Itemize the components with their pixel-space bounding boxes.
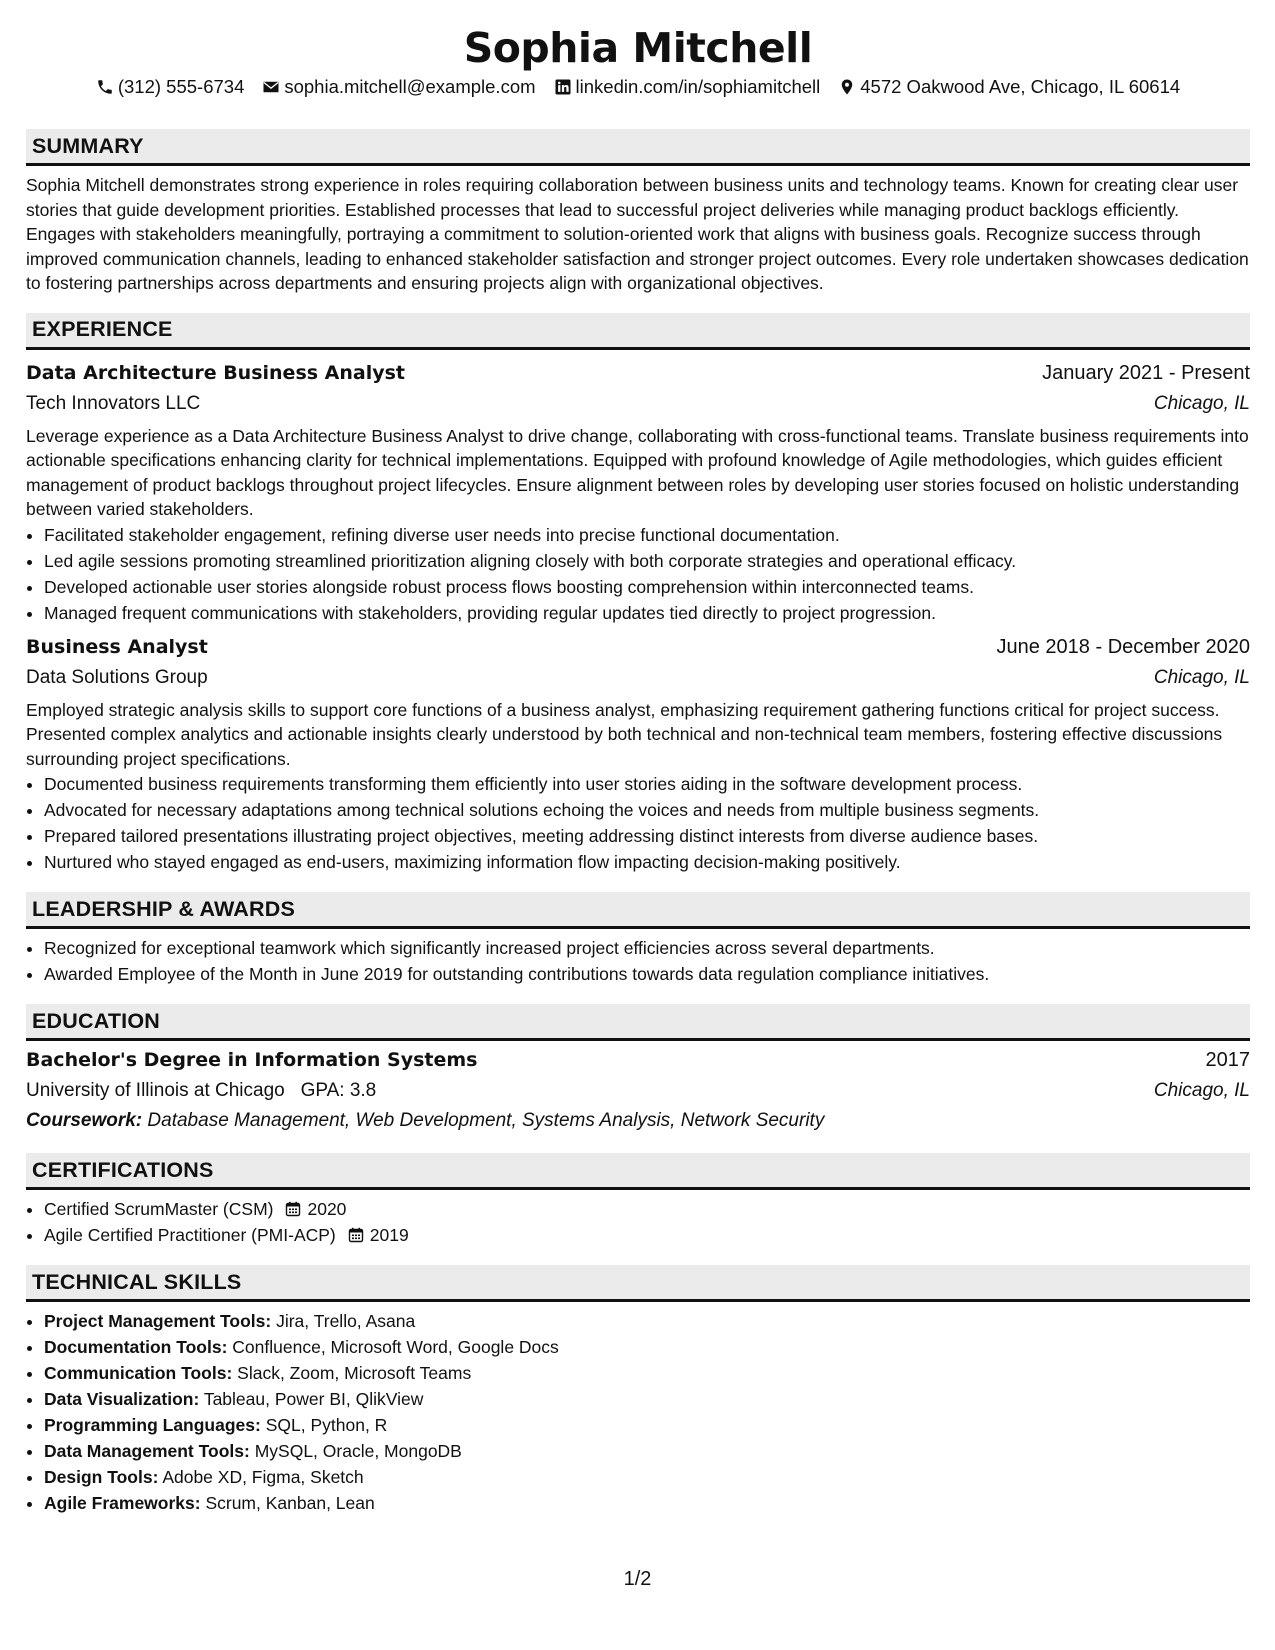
education-coursework bbox=[26, 1106, 1250, 1136]
leadership-item: • Recognized for exceptional teamwork which significantly increased project efficiencies across several departments. bbox=[44, 935, 1250, 961]
skill-item bbox=[44, 1464, 1250, 1490]
job-company-row bbox=[26, 389, 1250, 419]
email-text[interactable]: sophia.mitchell@example.com bbox=[284, 76, 536, 97]
skills-heading: TECHNICAL SKILLS bbox=[26, 1265, 1250, 1302]
education-degree: Bachelor's Degree in Information Systems bbox=[26, 1049, 478, 1071]
leadership-list bbox=[26, 935, 1250, 987]
certification-year: 2020 bbox=[307, 1199, 347, 1219]
certifications-list bbox=[26, 1196, 1250, 1248]
job-description: Employed strategic analysis skills to support core functions of a business analyst, emphasizing requirement gathering functions critical for project success. Presented complex analytics and actionable insights clearly understood by both technical and non-technical team members, fostering effective discussions surrounding project specifications. bbox=[26, 699, 1223, 769]
experience-section bbox=[26, 313, 1250, 876]
job-bullets bbox=[26, 522, 1250, 626]
skill-item bbox=[44, 1386, 1250, 1412]
education-year: 2017 bbox=[1205, 1049, 1250, 1071]
calendar-icon bbox=[285, 1201, 301, 1217]
skill-item bbox=[44, 1308, 1250, 1334]
job-bullet: • Nurtured who stayed engaged as end-users, maximizing information flow impacting decision-making positively. bbox=[44, 849, 1250, 875]
job-bullets bbox=[26, 771, 1250, 875]
education-location: Chicago, IL bbox=[1153, 1080, 1250, 1101]
map-marker-icon bbox=[838, 78, 856, 96]
skill-value: Jira, Trello, Asana bbox=[276, 1311, 416, 1331]
job-entry bbox=[26, 358, 1250, 626]
skill-label: Programming Languages: bbox=[44, 1415, 261, 1435]
skill-value: Adobe XD, Figma, Sketch bbox=[162, 1467, 364, 1487]
job-title: Business Analyst bbox=[26, 635, 208, 658]
skill-item bbox=[44, 1412, 1250, 1438]
resume-content bbox=[26, 0, 1250, 1516]
coursework-label: Coursework: bbox=[26, 1110, 143, 1131]
job-bullet: • Documented business requirements transforming them efficiently into user stories aiding in the software development process. bbox=[44, 771, 1250, 797]
address-text: 4572 Oakwood Ave, Chicago, IL 60614 bbox=[860, 76, 1181, 97]
skill-label: Documentation Tools: bbox=[44, 1337, 228, 1357]
skill-value: MySQL, Oracle, MongoDB bbox=[254, 1441, 462, 1461]
education-gpa: GPA: 3.8 bbox=[300, 1080, 377, 1101]
skills-section bbox=[26, 1265, 1250, 1516]
contact-linkedin[interactable] bbox=[554, 75, 821, 99]
job-dates: June 2018 - December 2020 bbox=[996, 635, 1250, 658]
job-header-row bbox=[26, 632, 1250, 662]
contact-email[interactable] bbox=[262, 75, 535, 99]
skill-value: Scrum, Kanban, Lean bbox=[205, 1493, 375, 1513]
leadership-item: • Awarded Employee of the Month in June 2019 for outstanding contributions towards data regulation compliance initiatives. bbox=[44, 961, 1250, 987]
job-bullet: • Led agile sessions promoting streamlined prioritization aligning closely with both corporate strategies and operational efficacy. bbox=[44, 548, 1250, 574]
job-description: Leverage experience as a Data Architecture Business Analyst to drive change, collaborating with cross-functional teams. Translate business requirements into actionable specifications enhancing clarity for technical implementations. Equipped with profound knowledge of Agile methodologies, which guides efficient management of product backlogs throughout project lifecycles. Ensure alignment between roles by developing user stories focused on holistic understanding between varied stakeholders. bbox=[26, 425, 1249, 519]
phone-text: (312) 555-6734 bbox=[117, 76, 245, 97]
job-dates: January 2021 - Present bbox=[1042, 361, 1250, 384]
job-entry bbox=[26, 632, 1250, 876]
skill-value: Slack, Zoom, Microsoft Teams bbox=[237, 1363, 472, 1383]
certification-content bbox=[44, 1196, 346, 1222]
skill-label: Communication Tools: bbox=[44, 1363, 233, 1383]
job-location: Chicago, IL bbox=[1153, 392, 1250, 414]
certifications-section bbox=[26, 1153, 1250, 1248]
job-location: Chicago, IL bbox=[1153, 666, 1250, 688]
education-school-row bbox=[26, 1076, 1250, 1106]
page-number: 1/2 bbox=[623, 1568, 652, 1590]
skill-label: Agile Frameworks: bbox=[44, 1493, 201, 1513]
calendar-icon bbox=[348, 1227, 364, 1243]
skill-label: Design Tools: bbox=[44, 1467, 159, 1487]
certification-item bbox=[44, 1222, 1250, 1248]
job-company-row bbox=[26, 663, 1250, 693]
contact-bar bbox=[26, 75, 1250, 99]
skill-label: Data Visualization: bbox=[44, 1389, 200, 1409]
skill-value: Tableau, Power BI, QlikView bbox=[203, 1389, 424, 1409]
certification-content bbox=[44, 1222, 409, 1248]
education-school: University of Illinois at Chicago bbox=[26, 1080, 285, 1101]
certification-year: 2019 bbox=[369, 1225, 409, 1245]
leadership-heading: LEADERSHIP & AWARDS bbox=[26, 892, 1250, 929]
leadership-section bbox=[26, 892, 1250, 987]
summary-section bbox=[26, 129, 1250, 296]
skill-item bbox=[44, 1490, 1250, 1516]
candidate-name: Sophia Mitchell bbox=[463, 24, 813, 72]
certifications-heading: CERTIFICATIONS bbox=[26, 1153, 1250, 1190]
job-title: Data Architecture Business Analyst bbox=[26, 361, 406, 384]
education-degree-row bbox=[26, 1045, 1250, 1075]
experience-heading: EXPERIENCE bbox=[26, 313, 1250, 350]
job-bullet: • Facilitated stakeholder engagement, refining diverse user needs into precise functional documentation. bbox=[44, 522, 1250, 548]
contact-phone bbox=[96, 75, 245, 99]
job-bullet: • Prepared tailored presentations illustrating project objectives, meeting addressing distinct interests from diverse audience bases. bbox=[44, 823, 1250, 849]
linkedin-icon bbox=[554, 78, 572, 96]
job-company: Tech Innovators LLC bbox=[26, 392, 201, 414]
coursework-list: Database Management, Web Development, Systems Analysis, Network Security bbox=[147, 1110, 825, 1131]
skill-value: SQL, Python, R bbox=[265, 1415, 388, 1435]
skill-label: Data Management Tools: bbox=[44, 1441, 250, 1461]
skill-item bbox=[44, 1360, 1250, 1386]
skill-value: Confluence, Microsoft Word, Google Docs bbox=[232, 1337, 559, 1357]
contact-address bbox=[838, 75, 1180, 99]
job-bullet: • Advocated for necessary adaptations among technical solutions echoing the voices and needs from multiple business segments. bbox=[44, 797, 1250, 823]
certification-item bbox=[44, 1196, 1250, 1222]
skills-list bbox=[26, 1308, 1250, 1516]
job-header-row bbox=[26, 358, 1250, 388]
envelope-icon bbox=[262, 78, 280, 96]
education-section bbox=[26, 1004, 1250, 1136]
summary-text: Sophia Mitchell demonstrates strong experience in roles requiring collaboration between business units and technology teams. Known for creating clear user stories that guide development priorities. Established processes that lead to successful project deliveries while managing product backlogs efficiently. Engages with stakeholders meaningfully, portraying a commitment to solution-oriented work that aligns with business goals. Recognize success through improved communication channels, leading to enhanced stakeholder satisfaction and stronger project outcomes. Every role undertaken showcases dedication to fostering partnerships across departments and ensuring projects align with organizational objectives. bbox=[26, 175, 1249, 293]
linkedin-text[interactable]: linkedin.com/in/sophiamitchell bbox=[575, 76, 821, 97]
job-bullet: • Developed actionable user stories alongside robust process flows boosting comprehension within interconnected teams. bbox=[44, 574, 1250, 600]
summary-heading: SUMMARY bbox=[26, 129, 1250, 166]
job-bullet: • Managed frequent communications with stakeholders, providing regular updates tied directly to project progression. bbox=[44, 600, 1250, 626]
education-school-block bbox=[26, 1076, 376, 1106]
certification-name: • Certified ScrumMaster (CSM) bbox=[44, 1199, 274, 1219]
skill-item bbox=[44, 1334, 1250, 1360]
job-company: Data Solutions Group bbox=[26, 666, 208, 688]
skill-label: Project Management Tools: bbox=[44, 1311, 272, 1331]
education-heading: EDUCATION bbox=[26, 1004, 1250, 1041]
skill-item bbox=[44, 1438, 1250, 1464]
certification-name: • Agile Certified Practitioner (PMI-ACP) bbox=[44, 1225, 336, 1245]
phone-icon bbox=[96, 78, 114, 96]
